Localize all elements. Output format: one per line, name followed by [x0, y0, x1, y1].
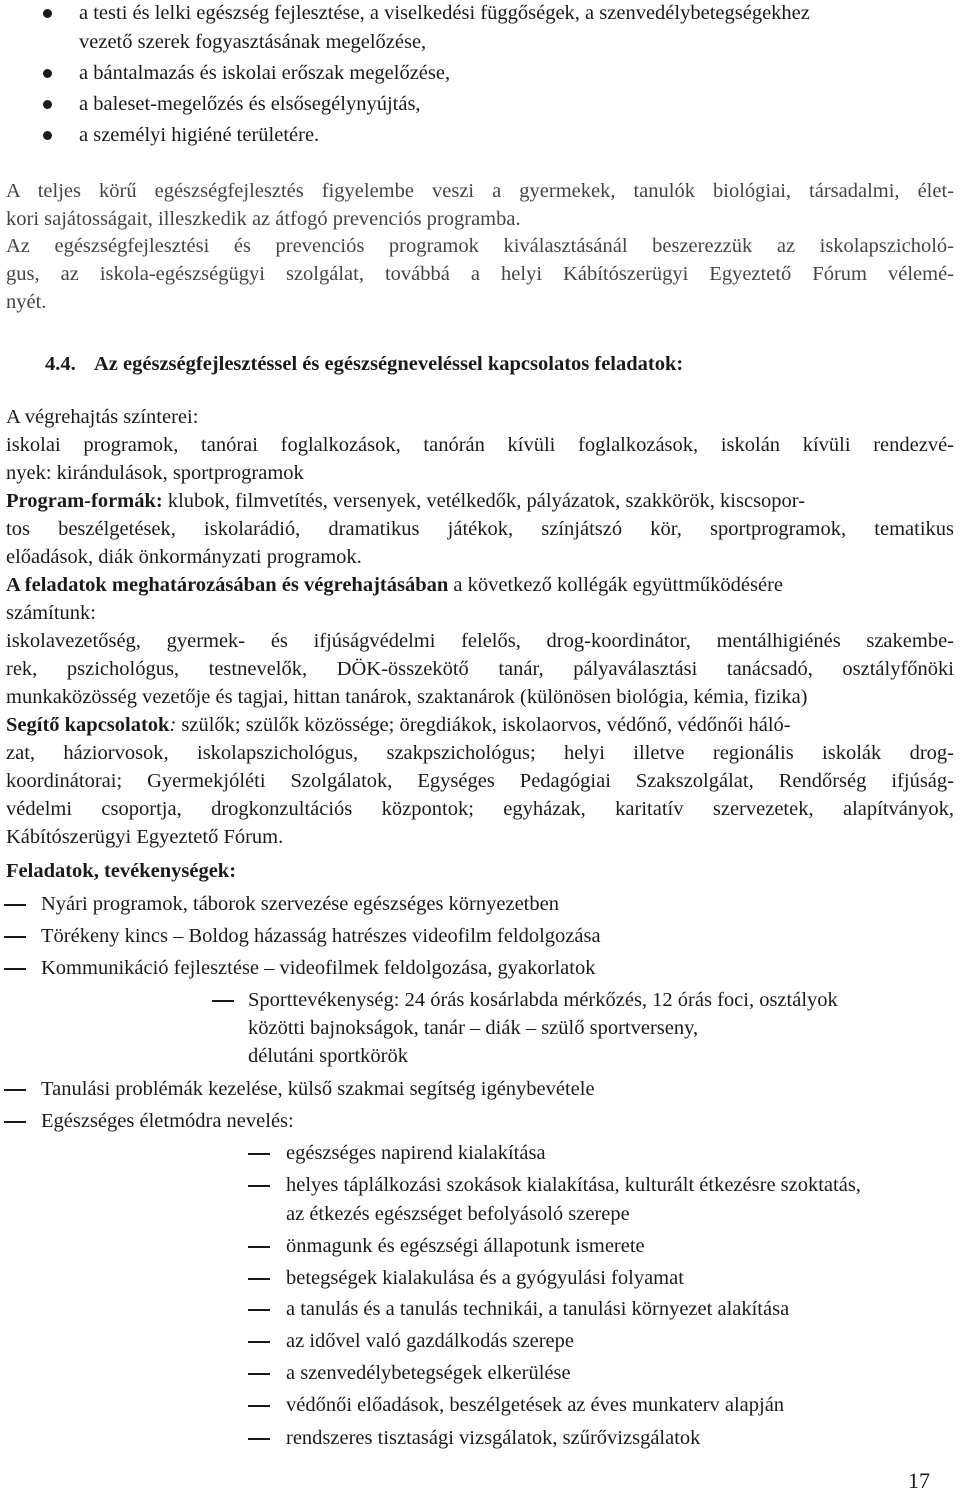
section-number: 4.4. [45, 353, 76, 375]
sport-item-line-3: délutáni sportkörök [248, 1045, 408, 1067]
helper-line-5: Kábítószerügyi Egyeztető Fórum. [6, 826, 284, 848]
paragraph-2-line-3: nyét. [6, 291, 47, 313]
program-forms-line-1 [6, 488, 805, 514]
helper-colon: : [169, 714, 177, 736]
task-item-5: Egészséges életmódra nevelés: [41, 1110, 294, 1132]
lifestyle-item-7: a szenvedélybetegségek elkerülése [286, 1362, 571, 1384]
paragraph-1-line-2: kori sajátosságait, illeszkedik az átfogó prevenciós programba. [6, 208, 521, 230]
paragraph-2-line-2: gus, az iskola-egészségügyi szolgálat, továbbá a helyi Kábítószerügyi Egyeztető Fórum vélemé- [6, 263, 954, 285]
dash-marker [4, 1089, 26, 1091]
paragraph-1-line-1: A teljes körű egészségfejlesztés figyelembe veszi a gyermekek, tanulók biológiai, társadalmi, élet- [6, 180, 954, 202]
bullet-dot [43, 9, 52, 18]
lifestyle-item-2-line-2: az étkezés egészséget befolyásoló szerepe [286, 1203, 630, 1225]
bullet-item-1-line-1: a testi és lelki egészség fejlesztése, a viselkedési függőségek, a szenvedélybetegségekhez [79, 2, 810, 24]
dash-marker [248, 1405, 270, 1407]
dash-marker [248, 1341, 270, 1343]
cooperation-line-2: számítunk: [6, 602, 96, 624]
lifestyle-item-6: az idővel való gazdálkodás szerepe [286, 1330, 575, 1352]
helper-label: Segítő kapcsolatok [6, 714, 170, 736]
dash-marker [248, 1373, 270, 1375]
lifestyle-item-2-line-1: helyes táplálkozási szokások kialakítása, kulturált étkezésre szoktatás, [286, 1174, 861, 1196]
lifestyle-item-9: rendszeres tisztasági vizsgálatok, szűrővizsgálatok [286, 1427, 701, 1449]
lifestyle-item-3: önmagunk és egészségi állapotunk ismerete [286, 1235, 645, 1257]
cooperation-text: a következő kollégák együttműködésére [448, 574, 783, 596]
venue-heading: A végrehajtás színterei: [6, 406, 199, 428]
cooperation-label: A feladatok meghatározásában és végrehajtásában [6, 574, 449, 596]
sport-item-line-2: közötti bajnokságok, tanár – diák – szülő sportverseny, [248, 1017, 699, 1039]
sport-item-line-1: Sporttevékenység: 24 órás kosárlabda mérkőzés, 12 órás foci, osztályok [248, 989, 838, 1011]
helper-line-2: zat, háziorvosok, iskolapszichológus, szakpszichológus; helyi illetve regionális iskolák drog- [6, 742, 954, 764]
dash-marker [248, 1153, 270, 1155]
page-number: 17 [908, 1468, 930, 1493]
tasks-heading: Feladatok, tevékenységek: [6, 860, 237, 882]
dash-marker [4, 968, 26, 970]
bullet-dot [43, 100, 52, 109]
lifestyle-item-4: betegségek kialakulása és a gyógyulási folyamat [286, 1267, 684, 1289]
dash-marker [4, 1121, 26, 1123]
cooperation-list-line-1: iskolavezetőség, gyermek- és ifjúságvédelmi felelős, drog-koordinátor, mentálhigiénés szakembe- [6, 630, 954, 652]
section-title: Az egészségfejlesztéssel és egészségneveléssel kapcsolatos feladatok: [94, 353, 684, 375]
task-item-4: Tanulási problémák kezelése, külső szakmai segítség igénybevétele [41, 1078, 595, 1100]
bullet-dot [43, 131, 52, 140]
task-item-1: Nyári programok, táborok szervezése egészséges környezetben [41, 893, 559, 915]
task-item-2: Törékeny kincs – Boldog házasság hatrészes videofilm feldolgozása [41, 925, 601, 947]
bullet-item-3: a baleset-megelőzés és elsősegélynyújtás, [79, 93, 421, 115]
helper-line-4: védelmi csoportja, drogkonzultációs központok; egyházak, karitatív szervezetek, alapítványok, [6, 798, 954, 820]
program-forms-line-2: tos beszélgetések, iskolarádió, dramatikus játékok, színjátszó kör, sportprogramok, tematikus [6, 518, 954, 540]
program-forms-line-3: előadások, diák önkormányzati programok. [6, 546, 362, 568]
dash-marker [248, 1246, 270, 1248]
lifestyle-item-1: egészséges napirend kialakítása [286, 1142, 546, 1164]
cooperation-list-line-3: munkaközösség vezetője és tagjai, hittan tanárok, szaktanárok (különösen biológia, kémia, fizika) [6, 686, 808, 708]
helper-text: szülők; szülők közössége; öregdiákok, iskolaorvos, védőnő, védőnői háló- [176, 714, 791, 736]
cooperation-line-1 [6, 572, 783, 598]
program-forms-text: klubok, filmvetítés, versenyek, vetélkedők, pályázatok, szakkörök, kiscsopor- [162, 490, 806, 512]
lifestyle-item-8: védőnői előadások, beszélgetések az éves munkaterv alapján [286, 1394, 785, 1416]
dash-marker [4, 904, 26, 906]
bullet-dot [43, 69, 52, 78]
dash-marker [212, 1000, 234, 1002]
dash-marker [4, 936, 26, 938]
program-forms-label: Program-formák: [6, 490, 163, 512]
dash-marker [248, 1185, 270, 1187]
venue-text-line-1: iskolai programok, tanórai foglalkozások, tanórán kívüli foglalkozások, iskolán kívüli rendezvé- [6, 434, 954, 456]
dash-marker [248, 1309, 270, 1311]
lifestyle-item-5: a tanulás és a tanulás technikái, a tanulási környezet alakítása [286, 1298, 790, 1320]
bullet-item-4: a személyi higiéné területére. [79, 124, 320, 146]
dash-marker [248, 1278, 270, 1280]
helper-line-3: koordinátorai; Gyermekjóléti Szolgálatok, Egységes Pedagógiai Szakszolgálat, Rendőrség ifjúság- [6, 770, 954, 792]
helper-line-1 [6, 712, 791, 738]
task-item-3: Kommunikáció fejlesztése – videofilmek feldolgozása, gyakorlatok [41, 957, 596, 979]
dash-marker [248, 1438, 270, 1440]
bullet-item-1-line-2: vezető szerek fogyasztásának megelőzése, [79, 31, 427, 53]
venue-text-line-2: nyek: kirándulások, sportprogramok [6, 462, 304, 484]
paragraph-2-line-1: Az egészségfejlesztési és prevenciós programok kiválasztásánál beszerezzük az iskolapszicholó- [6, 235, 954, 257]
bullet-item-2: a bántalmazás és iskolai erőszak megelőzése, [79, 62, 451, 84]
cooperation-list-line-2: rek, pszichológus, testnevelők, DÖK-összekötő tanár, pályaválasztási tanácsadó, osztályfőnöki [6, 658, 954, 680]
